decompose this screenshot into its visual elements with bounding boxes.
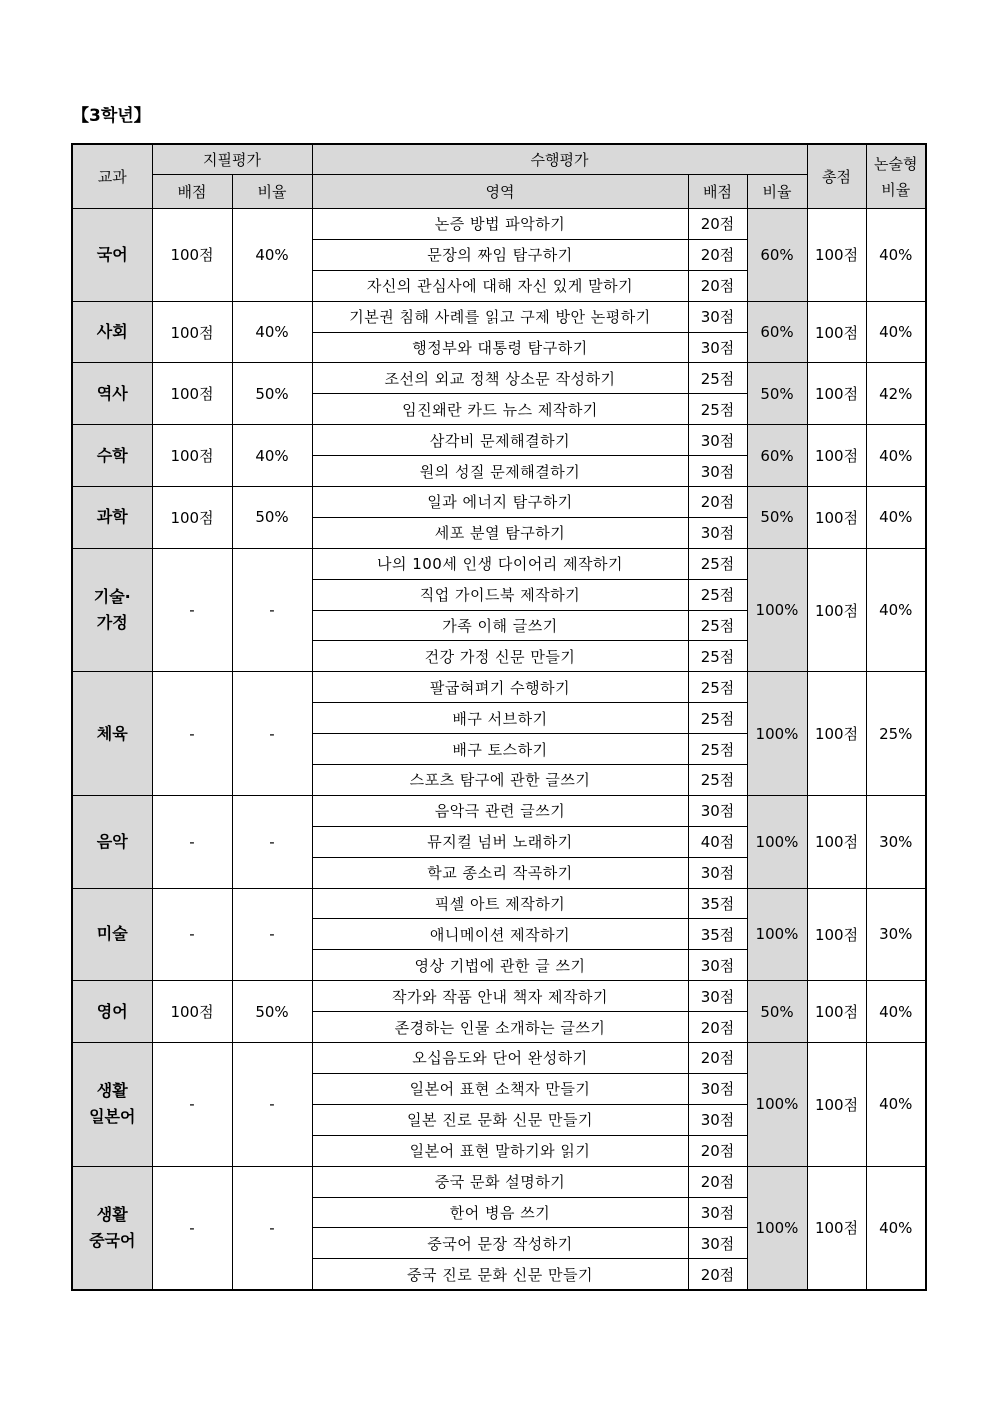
total-score: 100점 <box>807 888 866 981</box>
performance-score: 30점 <box>688 1228 747 1259</box>
table-row <box>72 1166 926 1197</box>
written-ratio: 40% <box>232 209 312 302</box>
performance-score: 20점 <box>688 1259 747 1290</box>
table-row <box>72 425 926 456</box>
header-written-exam: 지필평가 <box>152 144 312 175</box>
performance-area: 존경하는 인물 소개하는 글쓰기 <box>312 1012 688 1043</box>
total-score: 100점 <box>807 209 866 302</box>
written-ratio: - <box>232 548 312 672</box>
performance-score: 25점 <box>688 734 747 765</box>
performance-area: 중국어 문장 작성하기 <box>312 1228 688 1259</box>
performance-area: 스포츠 탐구에 관한 글쓰기 <box>312 765 688 796</box>
table-row <box>72 672 926 703</box>
performance-area: 나의 100세 인생 다이어리 제작하기 <box>312 548 688 579</box>
written-score: - <box>152 1043 232 1167</box>
essay-ratio: 40% <box>866 548 926 672</box>
essay-ratio: 40% <box>866 1043 926 1167</box>
table-row <box>72 795 926 826</box>
performance-score: 25점 <box>688 548 747 579</box>
performance-score: 30점 <box>688 981 747 1012</box>
subject-name: 음악 <box>72 795 152 888</box>
table-row <box>72 301 926 332</box>
performance-score: 30점 <box>688 1197 747 1228</box>
subject-name: 생활 일본어 <box>72 1043 152 1167</box>
performance-score: 20점 <box>688 1135 747 1166</box>
performance-area: 조선의 외교 정책 상소문 작성하기 <box>312 363 688 394</box>
total-score: 100점 <box>807 548 866 672</box>
subject-name: 생활 중국어 <box>72 1166 152 1290</box>
performance-score: 40점 <box>688 826 747 857</box>
performance-area: 영상 기법에 관한 글 쓰기 <box>312 950 688 981</box>
total-score: 100점 <box>807 363 866 425</box>
header-written-ratio: 비율 <box>232 175 312 209</box>
performance-ratio: 60% <box>747 209 807 302</box>
performance-score: 25점 <box>688 672 747 703</box>
performance-ratio: 60% <box>747 425 807 487</box>
subject-name: 역사 <box>72 363 152 425</box>
performance-area: 세포 분열 탐구하기 <box>312 517 688 548</box>
performance-score: 20점 <box>688 270 747 301</box>
performance-area: 애니메이션 제작하기 <box>312 919 688 950</box>
performance-area: 학교 종소리 작곡하기 <box>312 857 688 888</box>
written-ratio: 50% <box>232 487 312 549</box>
essay-ratio: 40% <box>866 981 926 1043</box>
performance-score: 35점 <box>688 919 747 950</box>
performance-area: 일본어 표현 말하기와 읽기 <box>312 1135 688 1166</box>
written-score: 100점 <box>152 425 232 487</box>
written-score: 100점 <box>152 209 232 302</box>
performance-area: 논증 방법 파악하기 <box>312 209 688 240</box>
performance-score: 20점 <box>688 239 747 270</box>
written-score: - <box>152 1166 232 1290</box>
table-row <box>72 888 926 919</box>
header-perf-score: 배점 <box>688 175 747 209</box>
performance-ratio: 60% <box>747 301 807 363</box>
performance-ratio: 100% <box>747 548 807 672</box>
subject-name: 수학 <box>72 425 152 487</box>
table-body <box>72 209 926 1291</box>
subject-name: 과학 <box>72 487 152 549</box>
performance-score: 25점 <box>688 394 747 425</box>
written-ratio: - <box>232 888 312 981</box>
performance-score: 25점 <box>688 765 747 796</box>
written-ratio: 50% <box>232 981 312 1043</box>
header-perf-ratio: 비율 <box>747 175 807 209</box>
performance-score: 20점 <box>688 1012 747 1043</box>
written-ratio: 40% <box>232 425 312 487</box>
written-score: 100점 <box>152 301 232 363</box>
subject-name: 국어 <box>72 209 152 302</box>
written-ratio: - <box>232 1043 312 1167</box>
total-score: 100점 <box>807 672 866 796</box>
written-score: - <box>152 888 232 981</box>
performance-score: 20점 <box>688 487 747 518</box>
performance-area: 자신의 관심사에 대해 자신 있게 말하기 <box>312 270 688 301</box>
performance-area: 중국 문화 설명하기 <box>312 1166 688 1197</box>
written-score: 100점 <box>152 487 232 549</box>
header-essay-ratio: 논술형 비율 <box>866 144 926 209</box>
document-title: 【3학년】 <box>72 106 151 126</box>
total-score: 100점 <box>807 795 866 888</box>
performance-score: 30점 <box>688 456 747 487</box>
performance-area: 임진왜란 카드 뉴스 제작하기 <box>312 394 688 425</box>
essay-ratio: 30% <box>866 795 926 888</box>
essay-ratio: 40% <box>866 209 926 302</box>
performance-area: 오십음도와 단어 완성하기 <box>312 1043 688 1074</box>
assessment-table <box>71 143 927 1291</box>
total-score: 100점 <box>807 1043 866 1167</box>
table-row <box>72 981 926 1012</box>
table-row <box>72 209 926 240</box>
essay-ratio: 40% <box>866 425 926 487</box>
written-score: 100점 <box>152 363 232 425</box>
performance-area: 삼각비 문제해결하기 <box>312 425 688 456</box>
performance-area: 배구 토스하기 <box>312 734 688 765</box>
performance-score: 30점 <box>688 795 747 826</box>
performance-area: 한어 병음 쓰기 <box>312 1197 688 1228</box>
performance-area: 기본권 침해 사례를 읽고 구제 방안 논평하기 <box>312 301 688 332</box>
performance-ratio: 100% <box>747 888 807 981</box>
performance-score: 25점 <box>688 363 747 394</box>
performance-area: 픽셀 아트 제작하기 <box>312 888 688 919</box>
essay-ratio: 25% <box>866 672 926 796</box>
performance-area: 팔굽혀펴기 수행하기 <box>312 672 688 703</box>
performance-score: 25점 <box>688 610 747 641</box>
written-ratio: 40% <box>232 301 312 363</box>
table-row <box>72 548 926 579</box>
performance-score: 20점 <box>688 209 747 240</box>
written-score: - <box>152 795 232 888</box>
subject-name: 체육 <box>72 672 152 796</box>
written-score: 100점 <box>152 981 232 1043</box>
performance-area: 직업 가이드북 제작하기 <box>312 579 688 610</box>
essay-ratio: 40% <box>866 301 926 363</box>
header-subject: 교과 <box>72 144 152 209</box>
performance-area: 원의 성질 문제해결하기 <box>312 456 688 487</box>
subject-name: 영어 <box>72 981 152 1043</box>
subject-name: 미술 <box>72 888 152 981</box>
performance-area: 일본어 표현 소책자 만들기 <box>312 1073 688 1104</box>
written-ratio: - <box>232 795 312 888</box>
written-score: - <box>152 548 232 672</box>
subject-name: 사회 <box>72 301 152 363</box>
table-row <box>72 487 926 518</box>
performance-area: 가족 이해 글쓰기 <box>312 610 688 641</box>
written-score: - <box>152 672 232 796</box>
written-ratio: - <box>232 672 312 796</box>
written-ratio: - <box>232 1166 312 1290</box>
performance-score: 25점 <box>688 703 747 734</box>
performance-area: 음악극 관련 글쓰기 <box>312 795 688 826</box>
performance-area: 중국 진로 문화 신문 만들기 <box>312 1259 688 1290</box>
table-row <box>72 363 926 394</box>
performance-score: 20점 <box>688 1043 747 1074</box>
essay-ratio: 42% <box>866 363 926 425</box>
performance-ratio: 100% <box>747 795 807 888</box>
header-written-score: 배점 <box>152 175 232 209</box>
performance-score: 30점 <box>688 857 747 888</box>
performance-score: 30점 <box>688 517 747 548</box>
performance-ratio: 100% <box>747 1166 807 1290</box>
performance-ratio: 50% <box>747 981 807 1043</box>
performance-score: 30점 <box>688 950 747 981</box>
performance-score: 30점 <box>688 1073 747 1104</box>
total-score: 100점 <box>807 1166 866 1290</box>
performance-area: 건강 가정 신문 만들기 <box>312 641 688 672</box>
performance-area: 문장의 짜임 탐구하기 <box>312 239 688 270</box>
performance-score: 25점 <box>688 641 747 672</box>
total-score: 100점 <box>807 301 866 363</box>
performance-ratio: 100% <box>747 672 807 796</box>
performance-area: 작가와 작품 안내 책자 제작하기 <box>312 981 688 1012</box>
total-score: 100점 <box>807 487 866 549</box>
table-row <box>72 1043 926 1074</box>
performance-area: 일본 진로 문화 신문 만들기 <box>312 1104 688 1135</box>
performance-score: 35점 <box>688 888 747 919</box>
performance-ratio: 50% <box>747 487 807 549</box>
header-area: 영역 <box>312 175 688 209</box>
performance-area: 배구 서브하기 <box>312 703 688 734</box>
performance-score: 25점 <box>688 579 747 610</box>
performance-score: 20점 <box>688 1166 747 1197</box>
performance-ratio: 50% <box>747 363 807 425</box>
essay-ratio: 40% <box>866 487 926 549</box>
total-score: 100점 <box>807 425 866 487</box>
subject-name: 기술· 가정 <box>72 548 152 672</box>
essay-ratio: 40% <box>866 1166 926 1290</box>
header-total: 총점 <box>807 144 866 209</box>
performance-score: 30점 <box>688 301 747 332</box>
performance-area: 뮤지컬 넘버 노래하기 <box>312 826 688 857</box>
performance-score: 30점 <box>688 332 747 363</box>
performance-score: 30점 <box>688 425 747 456</box>
essay-ratio: 30% <box>866 888 926 981</box>
written-ratio: 50% <box>232 363 312 425</box>
performance-ratio: 100% <box>747 1043 807 1167</box>
header-performance: 수행평가 <box>312 144 807 175</box>
performance-area: 행정부와 대통령 탐구하기 <box>312 332 688 363</box>
total-score: 100점 <box>807 981 866 1043</box>
performance-area: 일과 에너지 탐구하기 <box>312 487 688 518</box>
performance-score: 30점 <box>688 1104 747 1135</box>
